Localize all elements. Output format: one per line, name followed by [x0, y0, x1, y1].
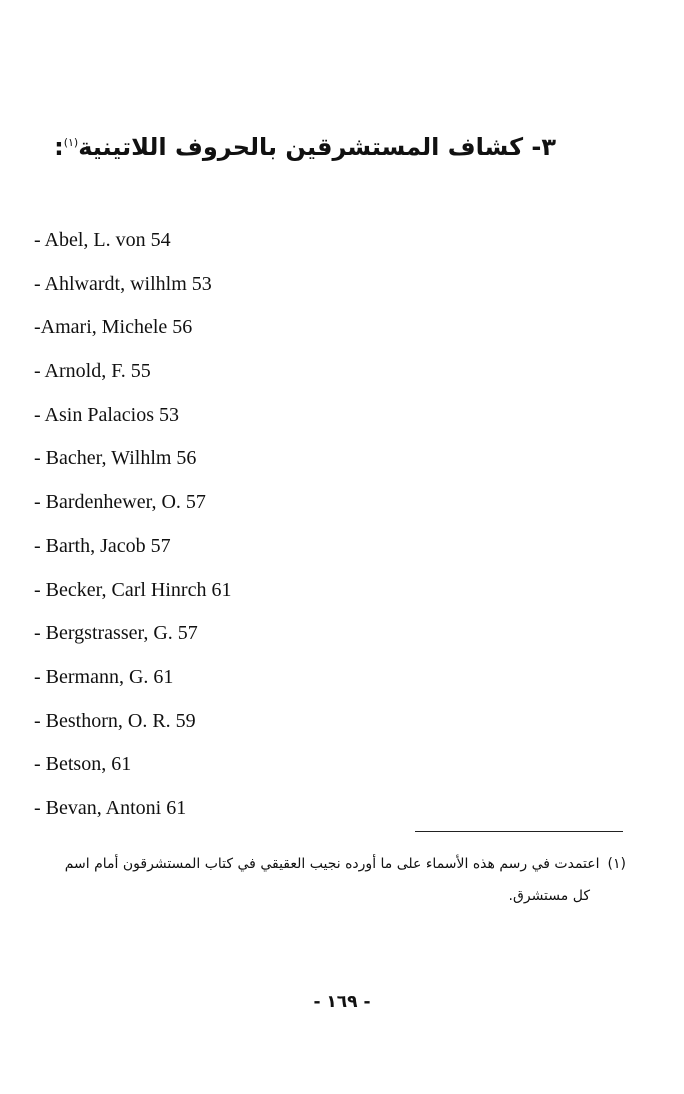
index-entry: - Arnold, F. 55 [34, 360, 151, 383]
index-entry: - Besthorn, O. R. 59 [34, 709, 196, 732]
footnote-text-1: اعتمدت في رسم هذه الأسماء على ما أورده نجيب العقيقي في كتاب المستشرقون أمام اسم [64, 856, 600, 872]
index-entry: - Becker, Carl Hinrch 61 [34, 578, 232, 601]
index-entry: - Asin Palacios 53 [34, 403, 179, 426]
index-entry: - Betson, 61 [34, 753, 132, 776]
section-heading-text: ٣- كشاف المستشرقين بالحروف اللاتينية [78, 133, 556, 161]
footnote-reference: (١) [63, 136, 79, 149]
footnote-marker: (١) [607, 856, 626, 872]
index-entry: - Ahlwardt, wilhlm 53 [34, 272, 212, 295]
heading-colon: : [54, 133, 64, 161]
orientalist-index-list [34, 226, 231, 838]
index-entry: - Bevan, Antoni 61 [34, 796, 187, 819]
index-entry: - Barth, Jacob 57 [34, 534, 171, 557]
index-entry: - Bacher, Wilhlm 56 [34, 447, 197, 470]
index-entry: - Bermann, G. 61 [34, 665, 174, 688]
index-entry: - Abel, L. von 54 [34, 229, 171, 251]
footnote-divider [415, 831, 623, 832]
page-number: - ١٦٩ - [313, 992, 371, 1012]
footnote-line-1 [30, 848, 626, 880]
footnote [30, 848, 626, 912]
index-entry: - Bergstrasser, G. 57 [34, 622, 198, 645]
index-entry: -Amari, Michele 56 [34, 316, 193, 339]
section-heading [54, 126, 556, 164]
footnote-line-2: كل مستشرق. [508, 888, 590, 904]
index-entry: - Bardenhewer, O. 57 [34, 491, 206, 514]
